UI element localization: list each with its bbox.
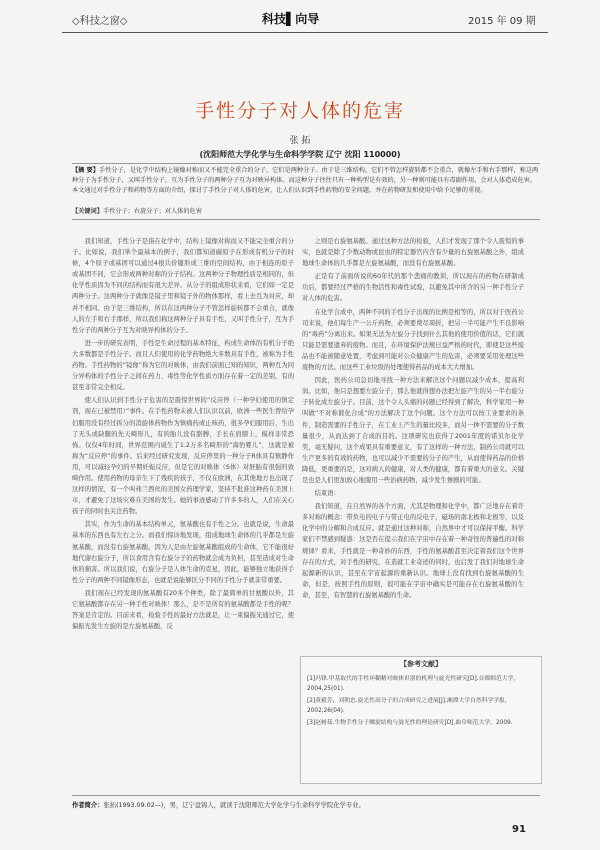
author-name: 张 拓 xyxy=(289,136,311,146)
journal-name: 科技▌向导 xyxy=(262,12,320,26)
abstract-label: 【摘 要】 xyxy=(72,167,99,174)
author-footnote xyxy=(72,800,540,809)
references-list xyxy=(307,675,535,732)
page-number: 91 xyxy=(512,824,526,835)
article-title: 手性分子对人体的危害 xyxy=(194,100,405,122)
footnote-text: 张拓(1993.09.02—)，男，辽宁盘锦人，就读于沈阳师范大学化学与生命科学学院化学专业。 xyxy=(103,802,365,809)
author-affiliation: (沈阳师范大学化学与生命科学学院 辽宁 沈阳 110000) xyxy=(199,150,401,159)
body-paragraph: 我们知道，在自然界的各个方面，尤其是物理和化学中，都广泛地存在着许多对称的概念：带负电的电子与带正电的反电子，磁场的南北极和北极等，以及化学中的分解和合成反应。就是通过这种对称，自然界中才可以保持平衡。科学家们不禁感到疑惑：这是否在提示我们在宇宙中存在着一种奇怪的普遍性的对称规律？看来，手性就是一种奇妙的东西，手性的氨基酸甚至决定着我们这个世界存在的方式，对手性的研究，在造就工业奇迹的同时，也启发了我们对地球生命起源新的认识，甚至在宇宙起源的重新认识。地球上没有找到右旋氨基酸的生命，但是，按照手性的原则，很可能在宇宙中确实是可能存在右旋氨基酸的生命，甚至，有智慧的右旋氨基酸的生命。 xyxy=(302,503,524,599)
right-column xyxy=(302,236,524,603)
keywords-label: 【关键词】 xyxy=(72,208,103,215)
body-paragraph: 因此，医药公司急切地寻找一种方法来解决这个问题以减少成本，提高利润。比如，他只是想要左旋分子，那么他就得想办法把左旋产生的另一半右旋分子转化成左旋分子。目前，这个令人头痛的问题已经得到了解决，科学家用一种叫做“不对称催化合成”的方法解决了这个问题。这个方法可以按工业要求的条件，制造需要的手性分子，在工业上产生的量比较多，而另一种不需要的分子数量很少，从而达到了合成的目的。这项研究也获得了2001年度的诺贝尔化学奖，毫无疑问，这个成果具有重要意义，有了这样的一种方法，制药公司就可以生产更多的有效的药物，也可以减少不需要的分子的产生，从而使得药品的价格降低，更重要的是，这对病人的健康，对人类的健康，都有着重大的意义。关键是也是人们更加放心地服用一些治病药物，减少发生惨剧的可能。 xyxy=(302,377,524,484)
body-paragraph: 我们现在已经发现的氨基酸有20多个种类，除了最简单的甘氨酸以外，其它氨基酸都存在另一种手性对映体！那么，是不是所有的氨基酸都是手性的呢？答案是肯定的。目前来看，检验手性的最好方法就是，让一束偏振光通过它，使偏振光发生左旋的是左旋氨基酸，反 xyxy=(72,589,294,631)
body-paragraph: 其实，作为生命的基本结构单元，氨基酸也有手性之分。也就是说，生命最基本的东西也有左右之分。而我们惊讶地发现，组成地球生命体的几乎都是左旋氨基酸，而没有右旋氨基酸。因为人是由左旋氨基酸组成的生命体，它不能很好地代谢右旋分子，所以食用含有右旋分子的药物就会成为负担，甚至造成对生命体的损害。所以我们说，右旋分子是人体生命的克星，因此，能够独立地获得手性分子的两种不同镜像形态，也就是说能够区分不同的手性分子就非常重要。 xyxy=(72,521,294,584)
section-label: ◇科技之窗◇ xyxy=(72,16,128,27)
body-paragraph: 在化学合成中，两种不同的手性分子出现的比例是相等的，所以对于医药公司来说，他们每生产一公斤药物，必须要费尽周折，把另一半可能产生不良影响的“毒药”分离出来。如果无法为左旋分子找到什么其他的使用价值的话，它们就只能是需要遗弃的废物。而且，在环境保护法规日益严格的时代，即使是这些废品也不能被随意处置，考虑到可能对公众健康产生的危害，必须要采用处理这些废物的方法。而这些工业垃圾的处理使得药品的成本大大增加。 xyxy=(302,308,524,372)
abstract xyxy=(72,166,540,196)
left-column xyxy=(72,236,294,634)
footnote-divider xyxy=(72,795,540,796)
reference-item: [3]赵树茹.生物手性分子螺旋结构与旋光性的理论研究[D].曲阜师范大学，2009. xyxy=(307,720,513,726)
references-box xyxy=(300,656,542,784)
body-paragraph: 进一步的研究表明，手性是生命过程的基本特征，构成生命体的有机分子绝大多数都是手性分子。而且人们使用的化学药物绝大多数具有手性，被称为手性药物。手性药物的“镜像”称为它的对映体，由我们前面已知的知识，两种互为同分异构体的手性分子之间在药力、毒性等化学性质方面存在着一定的差别，有的甚至非常完全相反。 xyxy=(72,339,294,392)
body-paragraph: 我们知道，手性分子是指在化学中，结构上镜像对称而又不能完全重合的分子。比如说，我们举个最基本的例子，我们都知道碳原子在形成有机分子的时候，4个原子或基团可以通过4根共价键形成三维的空间结构，由于相连的原子或基团不同，它会形成两种对称的分子结构。这两种分子物理性质是相同的，但化学性质因为不同的结构而有很大差异。从分子的组成形状来看，它们如一定是两种分子。这两种分子就像是镜子里和镜子外的物体那样，看上去互为对应，却并不相同。由于是三维结构，所以在这两种分子不管怎样旋转都不会重合，就像人的左手和右手那样，所以我们称这两种分子具有手性，又叫手性分子，互为手性分子的两种分子互为对映异构体的分子。 xyxy=(72,238,294,334)
body-paragraph: 正是有了前面所说的60年代的那个悲痛的教训，所以现在的药物在研制成功后，都要经过严格的生物活性和毒性试验，以避免其中所含的另一种手性分子对人体的危害。 xyxy=(302,273,524,303)
keywords-text: 手性分子；右旋分子；对人体的危害 xyxy=(102,208,202,215)
footnote-label: 作者简介： xyxy=(72,802,104,809)
body-paragraph: 之则是右旋氨基酸。通过这种方法的检验，人们才发现了那个令人震惊的事实，也就是除了少数动物或昆虫的特定器官内含有少量的右旋氨基酸之外，组成地球生命体的几乎都是左旋氨基酸，而没有右旋氨基酸。 xyxy=(302,238,524,268)
body-paragraph: 使人们认识到手性分子危害的是震惊世界的“反应停（一种孕妇使用的镇定剂，现在已被禁用）”事件。在手性药物未被人们认识以前，欧洲一些医生曾给孕妇服用没有经过拆分的消旋体药物作为镇痛药或止咳药，很多孕妇服用后，生出了无头或缺腿的先天畸形儿，有的胎儿没有胳膊，手长在肩膀上，模样非常恐怖。仅仅4年时间，世界范围内诞生了1.2万多名畸形的“海豹婴儿”，这就是被称为“反应停”的事件。后来经过研究发现，反应停里的一种分子R体具有镇静作用，可以减轻孕妇的早期妊娠反应，但是它的对映体（S体）对胚胎有很强的致畸作用。使用药物的母亲生下了残疾的孩子，不仅在欧洲，在其他地方也出现了这样的情况，有一个叫弗兰西丝的美国女药理学家，坚持不批准这种药在美国上市，才避免了这场灾难在美国的发生。她的事迹感动了许多多的人，人们在关心孩子的同时也关注药物。 xyxy=(72,397,294,516)
reference-item: [2]黄毅芳，刘朝忠.旋光性高分子的合成研究之进展[J].湘潭大学自然科学学报，2002,26(04). xyxy=(307,698,511,714)
references-heading: 【参考文献】 xyxy=(400,660,442,668)
abstract-bottom-rule xyxy=(72,219,540,220)
journal-header xyxy=(0,0,600,38)
abstract-top-rule xyxy=(72,163,540,164)
conclusion-heading: 结束语： xyxy=(314,490,340,498)
reference-item: [1]冯锋.甲基取代的手性环糊精对映体识别的机理与旋光性研究[D].首都师范大学，2004,25(01). xyxy=(307,676,520,692)
header-divider xyxy=(62,32,548,33)
keywords xyxy=(72,206,540,215)
issue-label: 2015 年 09 期 xyxy=(468,16,536,27)
abstract-text: 手性分子，是化学中结构上镜像对称而又不能完全重合的分子，它们是两种分子。由于是三维结构，它们不管怎样旋转都不会重合，就像左手和右手那样，称这两种分子为手性分子，又叫手性分子，互为手性分子的两种分子互为对映异构体。而这种分子往往只有一种构型是有效的，另一种则可能具有毒副作用，会对人体造成危害。本文通过对手性分子和药物等方面的介绍，探讨了手性分子对人体的危害，让人们认识到手性药物的安全问题，并在药物研发和使用中给予足够的重视。 xyxy=(72,167,539,194)
